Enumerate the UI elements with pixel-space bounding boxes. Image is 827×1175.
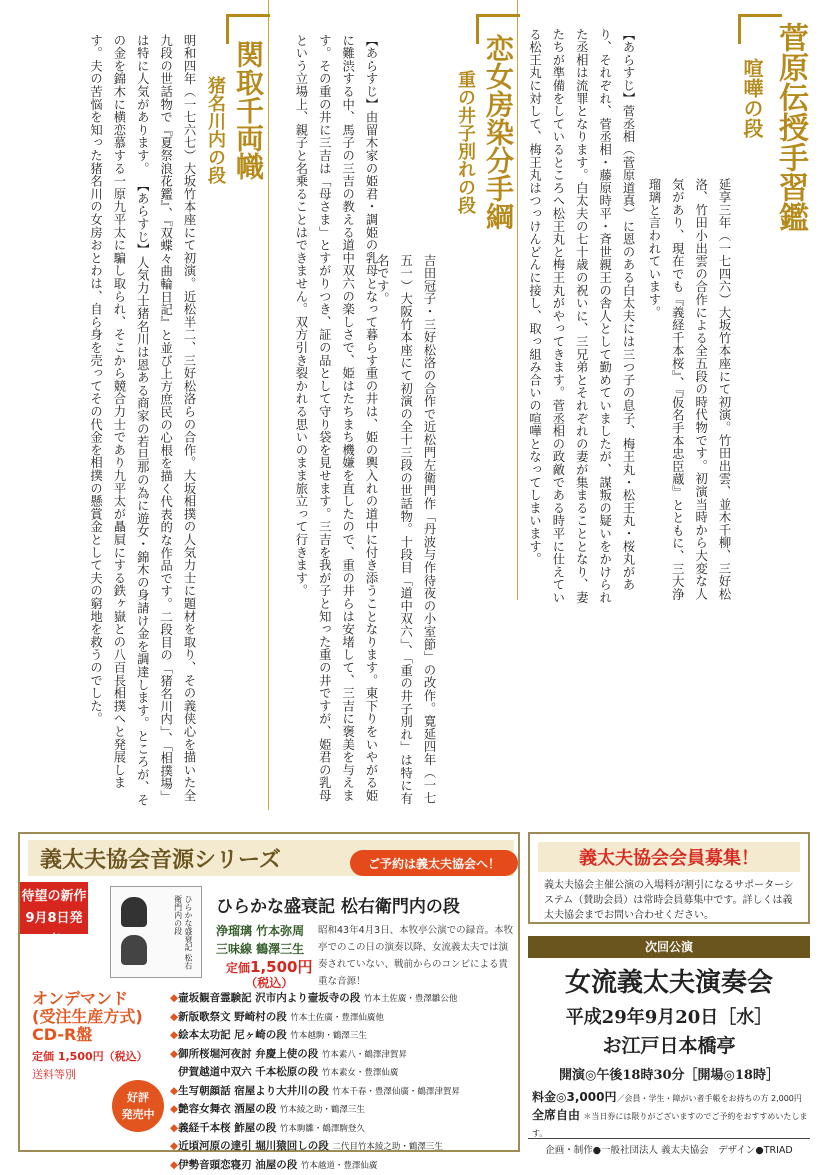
right-panel (528, 832, 810, 1142)
list-item: ◆近頃河原の達引 堀川猿回しの段 二代目竹本綾之助・鶴澤三生 (170, 1138, 460, 1157)
badge-line: 好評 (112, 1089, 164, 1106)
cover-title: ひらかな盛衰記 松右衛門内の段 (172, 895, 193, 977)
list-item: ◆艶容女舞衣 酒屋の段 竹本綾之助・鶴澤三生 (170, 1101, 460, 1120)
series-heading: 義太夫協会音源シリーズ (28, 840, 514, 876)
next-performance-heading: 次回公演 (528, 936, 810, 958)
section-title: 関取千両幟 (228, 40, 268, 180)
membership-box (528, 832, 810, 924)
on-sale-badge (112, 1080, 164, 1132)
fee-label: 料金◎ (532, 1090, 566, 1104)
new-release-box (20, 882, 88, 934)
seat-note: ＊当日券には限りがございますのでご予約をおすすめいたします。 (532, 1112, 807, 1138)
cast-line: 浄瑠璃 竹本弥周 (216, 922, 304, 940)
cdr-label: CD-R盤 (32, 1026, 148, 1044)
performer-photo (121, 897, 147, 927)
seat-label: 全席自由 (532, 1108, 580, 1122)
cd-cast (216, 922, 304, 958)
price-label: 定価 (226, 961, 250, 975)
ondemand-block (32, 990, 148, 1084)
list-item: ◆義経千本桜 鮓屋の段 竹本駒雛・鶴澤駒登久 (170, 1120, 460, 1139)
membership-heading: 義太夫協会会員募集！ (538, 842, 800, 872)
section-body-2: 【あらすじ】由留木家の姫君・調姫の乳母となって暮らす重の井は、姫の輿入れの道中に付き添うことなります。東下りをいやがる姫に難渋する中、馬子の三吉の教える道中双六の楽しさで、姫はたちまち機嫌を直したので、重の井らは安堵して、三吉に褒美を与えます。その重の井に三吉は「母さま」とすがりつき、証の品として守り袋を見せます。三吉を我が子と知った重の井ですが、姫君の乳母という立場上、親子と名乗ることはできません。双方引き裂かれる思いのまま旅立って行きます。 (264, 34, 382, 814)
fee-value: 3,000円 (566, 1090, 616, 1104)
membership-text: 義太夫協会主催公演の入場料が割引になるサポーターシステム（賛助会員）は常時会員募集中です。詳しくは義太夫協会までお問い合わせください。 (544, 878, 800, 923)
track-list (170, 990, 460, 1175)
section-subtitle: 重の井子別れの段 (452, 70, 478, 214)
section-title: 菅原伝授手習鑑 (768, 22, 812, 232)
performer-photo (121, 935, 147, 965)
paragraph: 明和四年（一七六七）大坂竹本座にて初演。近松半二、三好松洛らの合作。大坂相撲の人気力士に題材を取り、その義侠心を描いた全九段の世話物で『夏祭浪花鑑』、『双蝶々曲輪日記』と並び上方庶民の心根を描く代表的な作品です。二段目の「猪名川内」、「相撲場」は特に人気があります。 (135, 34, 196, 803)
cast-line: 三味線 鶴澤三生 (216, 940, 304, 958)
tax-note: （税込） (245, 976, 293, 990)
list-item: ◆新版歌祭文 野崎村の段 竹本土佐廣・豊澤仙廣他 (170, 1009, 460, 1028)
section-body-1: 吉田冠子・三好松洛の合作で近松門左衛門作「丹波与作待夜の小室節」の改作。寛延四年（一七五一）大阪竹本座にて初演の全十三段の世話物。十段目「道中双六」、「重の井子別れ」は特に有名です。 (384, 254, 440, 814)
cdr-price: 定価 1,500円（税込） (32, 1048, 148, 1066)
section-subtitle: 喧嘩の段 (738, 58, 767, 138)
ondemand-sub: (受注生産方式) (32, 1008, 148, 1026)
price-value: 1,500円 (250, 958, 312, 976)
section-subtitle: 猪名川内の段 (202, 76, 228, 184)
section-title: 恋女房染分手綱 (478, 34, 518, 230)
fee-note: ／会員・学生・障がい者手帳をお持ちの方 2,000円 (616, 1094, 801, 1103)
section-body-1: 延享三年（一七四六）大坂竹本座にて初演。竹田出雲、並木千柳、三好松洛、竹田小出雲の合作による全五段の時代物です。初演当時から大変な人気があり、現在でも『義経千本桜』、『仮名手本忠臣蔵』とともに、三大浄瑠璃と言われています。 (642, 178, 735, 608)
performance-venue: お江戸日本橋亭 (528, 1031, 810, 1058)
performance-time: 開演◎午後18時30分［開場◎18時］ (528, 1064, 810, 1083)
cd-cover-image (110, 886, 202, 978)
list-item: ◆生写朝顔話 宿屋より大井川の段 竹本千春・豊澤仙廣・鶴澤津賀昇 (170, 1083, 460, 1102)
shipping-note: 送料等別 (32, 1066, 148, 1084)
audio-series-panel (18, 832, 520, 1152)
release-date: 9月8日発売 (20, 908, 88, 952)
credit: 企画・制作●一般社団法人 義太夫協会 デザイン●TRIAD (528, 1138, 810, 1156)
new-release-label: 待望の新作 (20, 886, 88, 908)
cd-title: ひらかな盛衰記 松右衛門内の段 (216, 892, 460, 917)
performance-date: 平成29年9月20日［水］ (528, 1003, 810, 1029)
list-item: 伊賀越道中双六 千本松原の段 竹本素女・豊澤仙廣 (170, 1064, 460, 1083)
section-body-2: 【あらすじ】菅丞相（菅原道真）に恩のある白太夫には三つ子の息子、梅王丸・松王丸・桜丸があり、それぞれ、菅丞相・藤原時平・斉世親王の舎人として勤めていましたが、謀叛の疑いをかけられた丞相は流罪となります。白太夫の七十歳の祝いに、三兄弟とそれぞれの妻が集まることとなり、妻たちが準備をしているところへ松王丸と梅王丸がやってきます。菅丞相の政敵である時平に仕えている松王丸に対して、梅王丸はつっけんどんに接し、取っ組み合いの喧嘩となってしまいます。 (479, 28, 639, 608)
cd-price (226, 960, 312, 991)
badge-line: 発売中 (112, 1106, 164, 1123)
paragraph: 【あらすじ】人気力士猪名川は恩ある商家の若旦那の為に遊女・錦木の身請け金を調達します。ところが、その金を錦木に横恋慕する一原九平太に騙し取られ、そこから競合力士であり九平太が贔屓にする鉄ヶ嶽との八百長相撲へと発展します。夫の苦悩を知った猪名川の女房おとわは、自ら身を売ってその代金を相撲の懸賞金として夫の窮地を救うのでした。 (89, 34, 150, 806)
next-performance (528, 962, 810, 1083)
list-item: ◆御所桜堀河夜討 弁慶上使の段 竹本素八・鶴澤津賀昇 (170, 1046, 460, 1065)
list-item: ◆絵本太功記 尼ヶ崎の段 竹本越駒・鶴澤三生 (170, 1027, 460, 1046)
list-item: ◆壷坂観音霊験記 沢市内より壷坂寺の段 竹本土佐廣・豊澤雛公他 (170, 990, 460, 1009)
list-item: ◆伊勢音頭恋寝刃 油屋の段 竹本越道・豊澤仙廣 (170, 1157, 460, 1175)
performance-title: 女流義太夫演奏会 (528, 962, 810, 999)
fee-info (528, 1089, 810, 1142)
section-body (20, 34, 200, 814)
cd-description: 昭和43年4月3日、本牧亭公演での録音。本牧亭でのこの日の演奏以降、女流義太夫では演奏されていない、戦前からのコンビによる貴重な音源！ (318, 922, 514, 990)
ondemand-label: オンデマンド (32, 990, 148, 1008)
reserve-badge: ご予約は義太夫協会へ！ (350, 850, 518, 876)
